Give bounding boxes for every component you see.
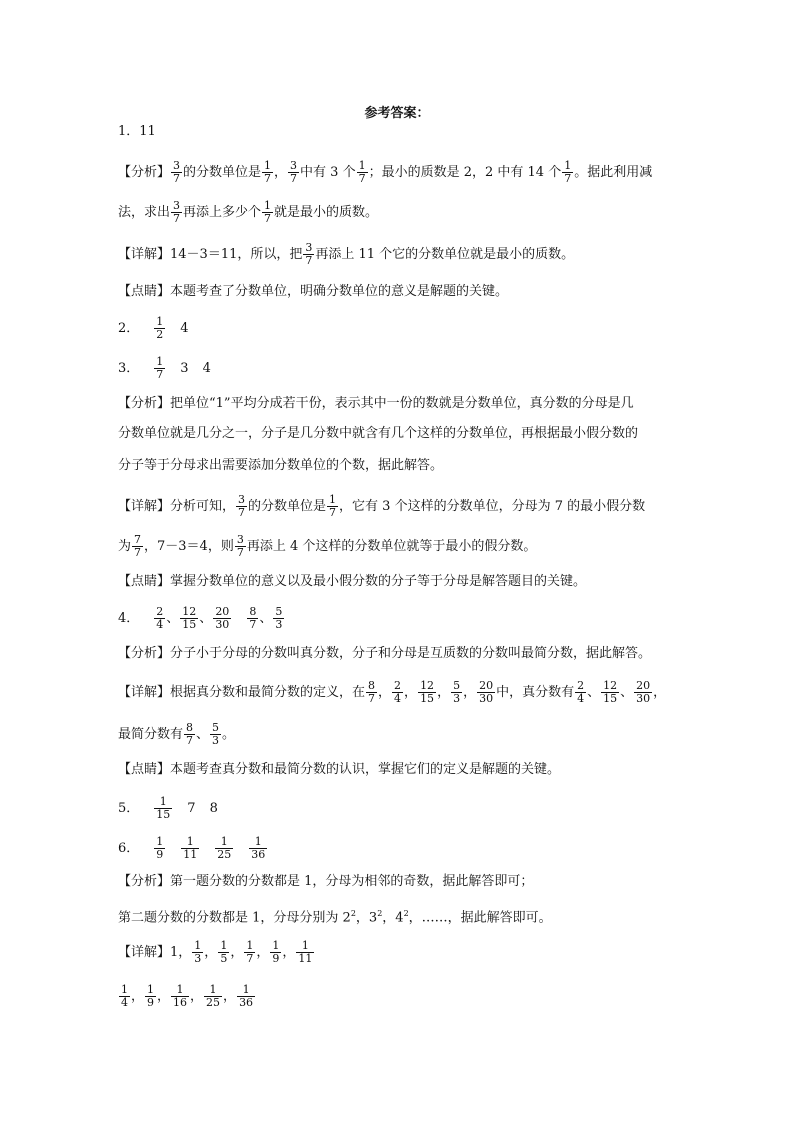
- fraction: $\frac{2}{4}$: [394, 679, 402, 705]
- q3-analysis-line1: 【分析】把单位“1”平均分成若干份，表示其中一份的数就是分数单位，真分数的分母是几: [118, 396, 634, 411]
- fraction: $\frac{1}{9}$: [272, 939, 280, 965]
- fraction: $\frac{1}{2}$: [156, 315, 164, 341]
- q3-analysis-line3: 分子等于分母求出需要添加分数单位的个数，据此解答。: [118, 458, 444, 473]
- analysis-tag: 【分析】: [118, 165, 171, 180]
- answer-5: 5． $\frac{1}{15}$ 7 8: [118, 795, 218, 821]
- fraction: $\frac{1}{4}$: [121, 983, 128, 1009]
- fraction: $\frac{5}{3}$: [275, 605, 283, 631]
- q1-detail: 【详解】14－3＝11，所以，把 $\frac{3}{7}$ 再添上 11 个它的分数单位就是最小的质数。: [118, 241, 575, 267]
- answer-3: 3． $\frac{1}{7}$ 3 4: [118, 355, 211, 381]
- fraction: $\frac{5}{3}$: [212, 721, 220, 747]
- fraction: $\frac{20}{30}$: [215, 605, 230, 631]
- q4-analysis: 【分析】分子小于分母的分数叫真分数，分子和分母是互质数的分数叫最简分数，据此解答。: [118, 646, 652, 661]
- fraction: $\frac{1}{7}$: [264, 159, 272, 185]
- fraction: $\frac{1}{16}$: [173, 983, 188, 1009]
- answer-6: 6． $\frac{1}{9}$ $\frac{1}{11}$ $\frac{1}{25}$ $\frac{1}{36}$: [118, 835, 266, 861]
- fraction: $\frac{12}{15}$: [603, 679, 618, 705]
- answer-2: 2． $\frac{1}{2}$ 4: [118, 315, 189, 341]
- fraction: $\frac{2}{4}$: [156, 605, 164, 631]
- fraction: $\frac{2}{4}$: [577, 679, 585, 705]
- q3-point: 【点睛】掌握分数单位的意义以及最小假分数的分子等于分母是解答题目的关键。: [118, 574, 587, 589]
- fraction: $\frac{3}{7}$: [236, 533, 244, 559]
- fraction: $\frac{1}{25}$: [217, 835, 232, 861]
- fraction: $\frac{8}{7}$: [249, 605, 257, 631]
- fraction: $\frac{1}{9}$: [156, 835, 164, 861]
- fraction: $\frac{1}{7}$: [564, 159, 572, 185]
- fraction: $\frac{1}{15}$: [156, 795, 171, 821]
- q4-point: 【点睛】本题考查真分数和最简分数的认识，掌握它们的定义是解题的关键。: [118, 762, 561, 777]
- fraction: $\frac{1}{36}$: [239, 983, 254, 1009]
- q6-analysis-line1: 【分析】第一题分数的分数都是 1，分母为相邻的奇数，据此解答即可；: [118, 874, 534, 889]
- q4-detail-line1: 【详解】根据真分数和最简分数的定义，在 $\frac{8}{7}$ ， $\frac{2}{4}$ ， $\frac{12}{15}$ ， $\frac{5}{3}$ ， $\frac{20}{30}$ 中，真分数有 $\frac{2}{4}$ 、 $\frac{12}{15}$ 、 $\frac{20}{30}$ ，: [118, 679, 667, 705]
- fraction: $\frac{12}{15}$: [420, 679, 435, 705]
- q1-analysis-line1: 【分析】 $\frac{3}{7}$ 的分数单位是 $\frac{1}{7}$ ， $\frac{3}{7}$ 中有 3 个 $\frac{1}{7}$ ；最小的质数是 2，2 中有 14 个 $\frac{1}{7}$ 。据此利用减: [118, 159, 653, 185]
- answer-1: 1．11: [118, 124, 156, 139]
- fraction: $\frac{20}{30}$: [636, 679, 651, 705]
- fraction: $\frac{3}{7}$: [173, 159, 181, 185]
- q3-analysis-line2: 分数单位就是几分之一，分子是几分数中就含有几个这样的分数单位，再根据最小假分数的: [118, 426, 639, 441]
- q6-analysis-line2: 第二题分数的分数都是 1，分母分别为 $2^2$，$3^2$，$4^2$，……，据此解答即可。: [118, 909, 552, 926]
- fraction: $\frac{1}{3}$: [194, 939, 202, 965]
- fraction: $\frac{1}{11}$: [298, 939, 313, 965]
- fraction: $\frac{8}{7}$: [186, 721, 194, 747]
- q6-detail-line2: $\frac{1}{4}$ ， $\frac{1}{9}$ ， $\frac{1}{16}$ ， $\frac{1}{25}$ ， $\frac{1}{36}$: [121, 983, 254, 1009]
- q6-detail-line1: 【详解】1， $\frac{1}{3}$ ， $\frac{1}{5}$ ， $\frac{1}{7}$ ， $\frac{1}{9}$ ， $\frac{1}{11}$: [118, 939, 313, 965]
- fraction: $\frac{5}{3}$: [453, 679, 461, 705]
- page-title: 参考答案：: [364, 106, 430, 121]
- fraction: $\frac{7}{7}$: [134, 533, 142, 559]
- fraction: $\frac{1}{7}$: [156, 355, 164, 381]
- fraction: $\frac{20}{30}$: [479, 679, 494, 705]
- fraction: $\frac{1}{11}$: [183, 835, 198, 861]
- fraction: $\frac{3}{7}$: [238, 493, 246, 519]
- q1-analysis-line2: 法，求出 $\frac{3}{7}$ 再添上多少个 $\frac{1}{7}$ 就是最小的质数。: [118, 199, 379, 225]
- fraction: $\frac{1}{5}$: [220, 939, 228, 965]
- answer-4: 4． $\frac{2}{4}$ 、 $\frac{12}{15}$ 、 $\frac{20}{30}$ $\frac{8}{7}$ 、 $\frac{5}{3}$: [118, 605, 283, 631]
- fraction: $\frac{1}{7}$: [329, 493, 337, 519]
- fraction: $\frac{1}{7}$: [246, 939, 254, 965]
- fraction: $\frac{1}{36}$: [251, 835, 266, 861]
- fraction: $\frac{1}{7}$: [264, 199, 272, 225]
- fraction: $\frac{1}{9}$: [147, 983, 155, 1009]
- q1-point: 【点睛】本题考查了分数单位，明确分数单位的意义是解题的关键。: [118, 284, 509, 299]
- fraction: $\frac{3}{7}$: [173, 199, 181, 225]
- q3-detail-line1: 【详解】分析可知， $\frac{3}{7}$ 的分数单位是 $\frac{1}{7}$ ，它有 3 个这样的分数单位，分母为 7 的最小假分数: [118, 493, 646, 519]
- fraction: $\frac{3}{7}$: [305, 241, 313, 267]
- q4-detail-line2: 最简分数有 $\frac{8}{7}$ 、 $\frac{5}{3}$ 。: [118, 721, 236, 747]
- q3-detail-line2: 为 $\frac{7}{7}$ ，7－3＝4，则 $\frac{3}{7}$ 再添上 4 个这样的分数单位就等于最小的假分数。: [118, 533, 537, 559]
- fraction: $\frac{12}{15}$: [182, 605, 197, 631]
- fraction: $\frac{1}{7}$: [358, 159, 366, 185]
- fraction: $\frac{1}{25}$: [206, 983, 221, 1009]
- fraction: $\frac{3}{7}$: [290, 159, 298, 185]
- fraction: $\frac{8}{7}$: [368, 679, 376, 705]
